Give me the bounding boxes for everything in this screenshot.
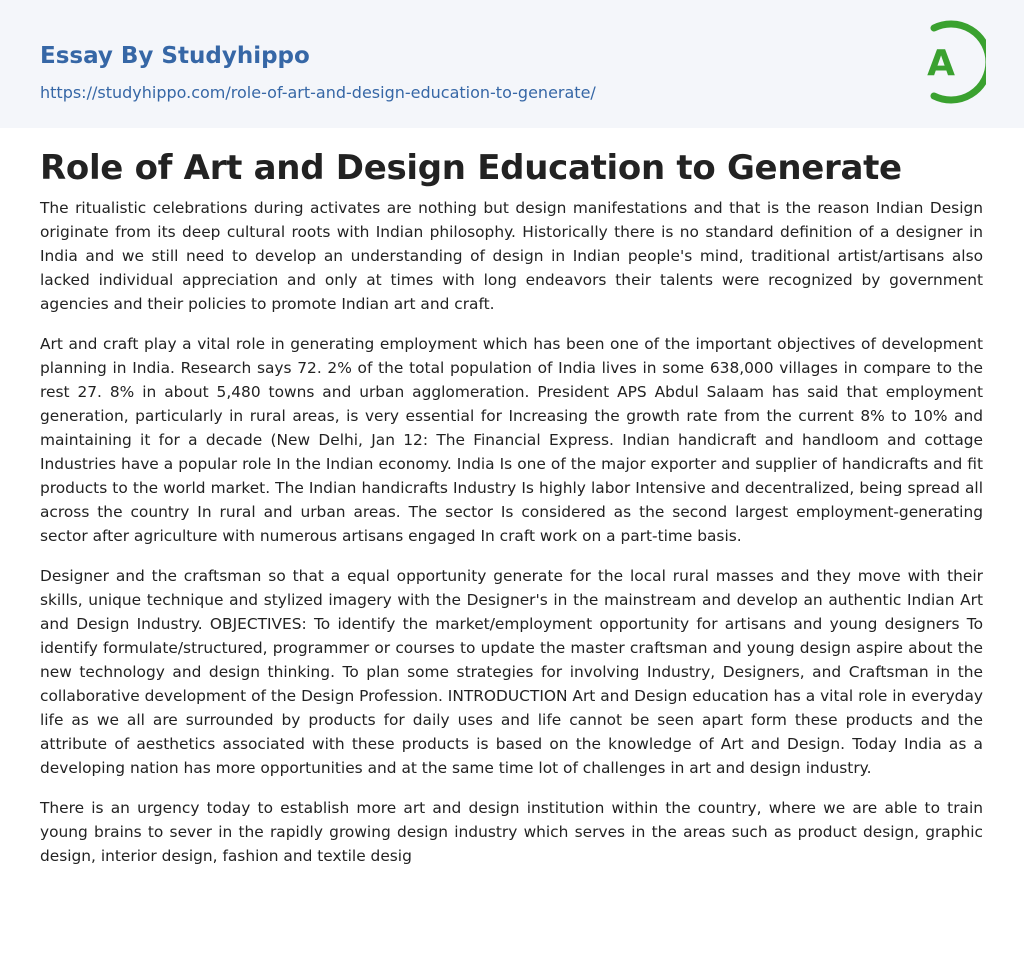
article-title: Role of Art and Design Education to Generate	[40, 148, 902, 188]
logo-letter: A	[927, 43, 955, 84]
logo-ring-icon	[914, 18, 986, 106]
brand-title[interactable]: Essay By Studyhippo	[40, 43, 310, 69]
article-body	[0, 146, 1024, 868]
article-paragraph-4: There is an urgency today to establish more art and design institution within the country, where we are able to train young brains to sever in the rapidly growing design industry which serves in the areas such as product design, graphic design, interior design, fashion and textile desig	[40, 799, 983, 865]
article-paragraph-2: Art and craft play a vital role in generating employment which has been one of the important objectives of development planning in India. Research says 72. 2% of the total population of India lives in some 638,000 villages in compare to the rest 27. 8% in about 5,480 towns and urban agglomeration. President APS Abdul Salaam has said that employment generation, particularly in rural areas, is very essential for Increasing the growth rate from the current 8% to 10% and maintaining it for a decade (New Delhi, Jan 12: The Financial Express. Indian handicraft and handloom and cottage Industries have a popular role In the Indian economy. India Is one of the major exporter and supplier of handicrafts and fit products to the world market. The Indian handicrafts Industry Is highly labor Intensive and decentralized, being spread all across the country In rural and urban areas. The sector Is considered as the second largest employment-generating sector after agriculture with numerous artisans engaged In craft work on a part-time basis.	[40, 335, 983, 545]
site-header	[0, 0, 1024, 128]
article-paragraph-1: The ritualistic celebrations during activates are nothing but design manifestations and that is the reason Indian Design originate from its deep cultural roots with Indian philosophy. Historically there is no standard definition of a designer in India and we still need to develop an understanding of design in Indian people's mind, traditional artist/artisans also lacked individual appreciation and only at times with long endeavors their talents were recognized by government agencies and their policies to promote Indian art and craft.	[40, 199, 983, 313]
article-url-link[interactable]: https://studyhippo.com/role-of-art-and-design-education-to-generate/	[40, 83, 596, 102]
studyhippo-logo[interactable]	[914, 18, 986, 106]
article-paragraph-3: Designer and the craftsman so that a equal opportunity generate for the local rural masses and they move with their skills, unique technique and stylized imagery with the Designer's in the mainstream and develop an authentic Indian Art and Design Industry. OBJECTIVES: To identify the market/employment opportunity for artisans and young designers To identify formulate/structured, programmer or courses to update the master craftsman and young design aspire about the new technology and design thinking. To plan some strategies for involving Industry, Designers, and Craftsman in the collaborative development of the Design Profession. INTRODUCTION Art and Design education has a vital role in everyday life as we all are surrounded by products for daily uses and life cannot be seen apart form these products and the attribute of aesthetics associated with these products is based on the knowledge of Art and Design. Today India as a developing nation has more opportunities and at the same time lot of challenges in art and design industry.	[40, 567, 983, 777]
